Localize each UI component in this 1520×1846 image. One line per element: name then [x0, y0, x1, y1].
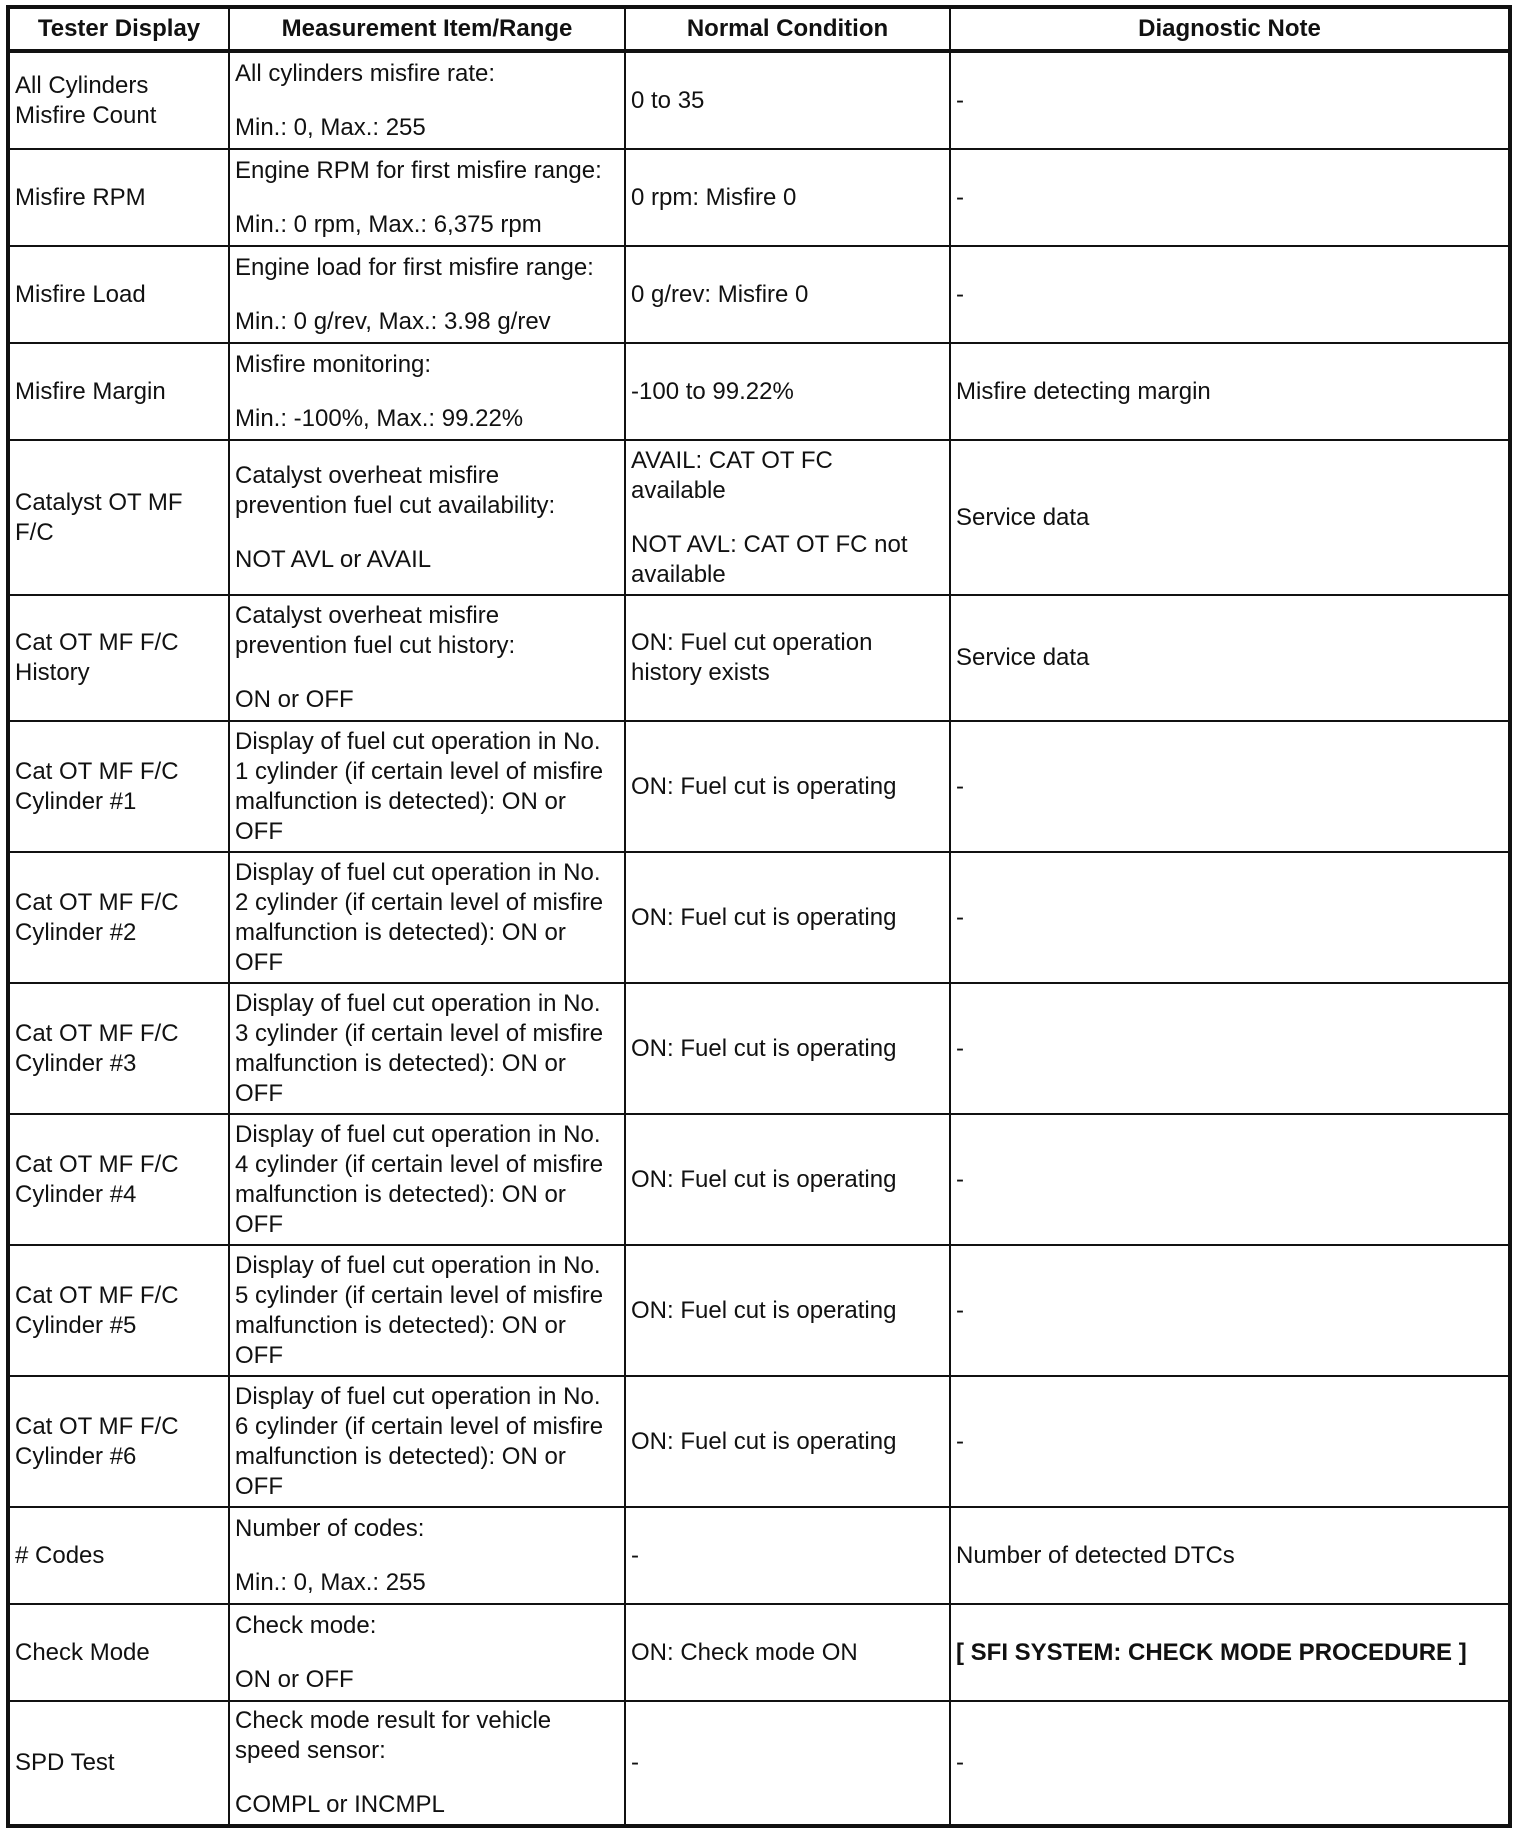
cell-tester-display: Misfire RPM	[8, 149, 229, 246]
cell-measurement: Display of fuel cut operation in No. 5 cylinder (if certain level of misfire malfunction is detected): ON or OFF	[229, 1245, 625, 1376]
cell-diagnostic-note: -	[950, 149, 1510, 246]
cell-measurement: Check mode result for vehicle speed sensor: COMPL or INCMPL	[229, 1701, 625, 1826]
cell-tester-display: Catalyst OT MF F/C	[8, 440, 229, 595]
check-mode-procedure-link[interactable]: [ SFI SYSTEM: CHECK MODE PROCEDURE ]	[950, 1604, 1510, 1701]
cell-diagnostic-note: -	[950, 51, 1510, 149]
cell-tester-display: Cat OT MF F/C Cylinder #4	[8, 1114, 229, 1245]
cell-measurement: Display of fuel cut operation in No. 3 cylinder (if certain level of misfire malfunction is detected): ON or OFF	[229, 983, 625, 1114]
cell-measurement: Display of fuel cut operation in No. 1 cylinder (if certain level of misfire malfunction is detected): ON or OFF	[229, 721, 625, 852]
cell-diagnostic-note: -	[950, 1701, 1510, 1826]
cell-tester-display: All Cylinders Misfire Count	[8, 51, 229, 149]
header-measurement-item: Measurement Item/Range	[229, 7, 625, 51]
cell-normal-condition: 0 g/rev: Misfire 0	[625, 246, 950, 343]
cell-tester-display: Cat OT MF F/C Cylinder #3	[8, 983, 229, 1114]
table-row	[8, 983, 1510, 1114]
cell-measurement: Engine RPM for first misfire range: Min.: 0 rpm, Max.: 6,375 rpm	[229, 149, 625, 246]
table-row	[8, 595, 1510, 721]
cell-diagnostic-note: -	[950, 983, 1510, 1114]
cell-measurement: Catalyst overheat misfire prevention fuel cut history: ON or OFF	[229, 595, 625, 721]
cell-measurement: Display of fuel cut operation in No. 6 cylinder (if certain level of misfire malfunction is detected): ON or OFF	[229, 1376, 625, 1507]
cell-diagnostic-note: Misfire detecting margin	[950, 343, 1510, 440]
cell-diagnostic-note: -	[950, 852, 1510, 983]
cell-diagnostic-note: -	[950, 1245, 1510, 1376]
cell-normal-condition: -	[625, 1701, 950, 1826]
table-row	[8, 1376, 1510, 1507]
cell-diagnostic-note: Number of detected DTCs	[950, 1507, 1510, 1604]
cell-tester-display: Cat OT MF F/C Cylinder #5	[8, 1245, 229, 1376]
cell-normal-condition: ON: Fuel cut is operating	[625, 1114, 950, 1245]
cell-normal-condition: ON: Fuel cut is operating	[625, 983, 950, 1114]
table-row	[8, 1245, 1510, 1376]
table-row	[8, 51, 1510, 149]
cell-normal-condition: 0 to 35	[625, 51, 950, 149]
table-row	[8, 852, 1510, 983]
table-row	[8, 1604, 1510, 1701]
cell-normal-condition: ON: Fuel cut is operating	[625, 1376, 950, 1507]
cell-normal-condition: -	[625, 1507, 950, 1604]
table-header-row	[8, 7, 1510, 51]
table-row	[8, 440, 1510, 595]
cell-measurement: Misfire monitoring: Min.: -100%, Max.: 99.22%	[229, 343, 625, 440]
cell-diagnostic-note: Service data	[950, 440, 1510, 595]
cell-tester-display: Cat OT MF F/C Cylinder #2	[8, 852, 229, 983]
cell-measurement: Number of codes: Min.: 0, Max.: 255	[229, 1507, 625, 1604]
cell-normal-condition: ON: Check mode ON	[625, 1604, 950, 1701]
cell-tester-display: Cat OT MF F/C Cylinder #1	[8, 721, 229, 852]
cell-measurement: All cylinders misfire rate: Min.: 0, Max.: 255	[229, 51, 625, 149]
cell-tester-display: Cat OT MF F/C History	[8, 595, 229, 721]
cell-normal-condition: ON: Fuel cut is operating	[625, 1245, 950, 1376]
table-row	[8, 246, 1510, 343]
cell-diagnostic-note: -	[950, 1114, 1510, 1245]
cell-tester-display: SPD Test	[8, 1701, 229, 1826]
table-row	[8, 721, 1510, 852]
cell-diagnostic-note: -	[950, 1376, 1510, 1507]
cell-normal-condition: -100 to 99.22%	[625, 343, 950, 440]
cell-diagnostic-note: -	[950, 246, 1510, 343]
cell-diagnostic-note: -	[950, 721, 1510, 852]
cell-measurement: Display of fuel cut operation in No. 4 cylinder (if certain level of misfire malfunction is detected): ON or OFF	[229, 1114, 625, 1245]
table-row	[8, 1507, 1510, 1604]
cell-diagnostic-note: Service data	[950, 595, 1510, 721]
header-normal-condition: Normal Condition	[625, 7, 950, 51]
cell-measurement: Display of fuel cut operation in No. 2 cylinder (if certain level of misfire malfunction is detected): ON or OFF	[229, 852, 625, 983]
cell-tester-display: Check Mode	[8, 1604, 229, 1701]
cell-tester-display: # Codes	[8, 1507, 229, 1604]
cell-normal-condition: ON: Fuel cut is operating	[625, 852, 950, 983]
cell-normal-condition: ON: Fuel cut is operating	[625, 721, 950, 852]
cell-normal-condition: ON: Fuel cut operation history exists	[625, 595, 950, 721]
header-tester-display: Tester Display	[8, 7, 229, 51]
table-row	[8, 1114, 1510, 1245]
table-row	[8, 1701, 1510, 1826]
table-row	[8, 343, 1510, 440]
cell-tester-display: Misfire Load	[8, 246, 229, 343]
table-row	[8, 149, 1510, 246]
cell-measurement: Catalyst overheat misfire prevention fuel cut availability: NOT AVL or AVAIL	[229, 440, 625, 595]
header-diagnostic-note: Diagnostic Note	[950, 7, 1510, 51]
cell-tester-display: Misfire Margin	[8, 343, 229, 440]
cell-tester-display: Cat OT MF F/C Cylinder #6	[8, 1376, 229, 1507]
cell-measurement: Engine load for first misfire range: Min.: 0 g/rev, Max.: 3.98 g/rev	[229, 246, 625, 343]
cell-normal-condition: 0 rpm: Misfire 0	[625, 149, 950, 246]
cell-measurement: Check mode: ON or OFF	[229, 1604, 625, 1701]
diagnostic-data-table	[6, 5, 1512, 1828]
cell-normal-condition: AVAIL: CAT OT FC available NOT AVL: CAT OT FC not available	[625, 440, 950, 595]
